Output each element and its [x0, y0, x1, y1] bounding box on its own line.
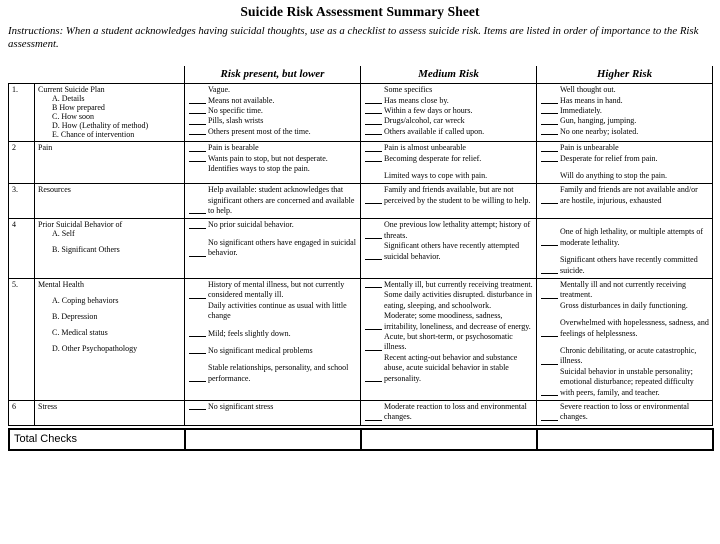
row-item-label — [35, 279, 185, 401]
item-spacer — [38, 238, 181, 245]
total-checks-label: Total Checks — [9, 429, 185, 450]
criteria-item: Some daily activities disrupted. disturbance in eating, sleeping, and schoolwork. — [384, 290, 532, 310]
criteria-item: Daily activities continue as usual with little change — [208, 300, 347, 321]
criteria-item: Gross disturbances in daily functioning. — [560, 300, 688, 310]
criteria-checkbox-item[interactable]: Pain is bearable — [188, 143, 357, 153]
criteria-list-higher — [540, 227, 709, 276]
row-item-subitem: B. Depression — [52, 312, 98, 322]
criteria-checkbox-item[interactable]: Suicidal behavior in unstable personality; emotional disturbance; repeated difficulty with peers, family, and teacher. — [540, 367, 709, 398]
table-body — [9, 66, 713, 425]
row-item-subitem: A. Self — [52, 229, 75, 239]
cell-lower — [185, 184, 361, 219]
criteria-checkbox-item[interactable]: Becoming desperate for relief. — [364, 154, 533, 164]
criteria-item: Will do anything to stop the pain. — [560, 170, 667, 180]
criteria-checkbox-item[interactable]: Mentally ill, but currently receiving treatment. — [364, 280, 533, 290]
table-row — [9, 400, 713, 425]
cell-higher — [537, 219, 713, 279]
cell-medium — [361, 184, 537, 219]
criteria-list-lower — [188, 220, 357, 258]
row-item-subitem: D. Other Psychopathology — [52, 344, 138, 354]
row-item-title: Resources — [38, 185, 71, 195]
item-spacer — [38, 337, 181, 344]
header-lower-risk: Risk present, but lower — [185, 66, 361, 84]
criteria-list-lower — [188, 85, 357, 137]
cell-medium — [361, 279, 537, 401]
criteria-checkbox-item[interactable]: No one nearby; isolated. — [540, 127, 709, 137]
total-checks-higher-input[interactable] — [537, 429, 713, 450]
criteria-checkbox-item[interactable]: Acute, but short-term, or psychosomatic illness. — [364, 332, 533, 353]
row-number: 2 — [9, 142, 35, 184]
item-spacer — [38, 289, 181, 296]
cell-higher — [537, 400, 713, 425]
total-checks-medium-input[interactable] — [361, 429, 537, 450]
criteria-checkbox-item[interactable]: History of mental illness, but not currently considered mentally ill. — [188, 280, 357, 301]
row-number: 3. — [9, 184, 35, 219]
criteria-checkbox-item[interactable]: No significant stress — [188, 402, 357, 412]
criteria-list-medium — [364, 220, 533, 262]
row-item-subitem: C. How soon — [52, 112, 95, 122]
total-checks-table — [8, 428, 714, 451]
criteria-checkbox-item[interactable]: Significant others have recently attempted suicidal behavior. — [364, 241, 533, 262]
criteria-checkbox-item[interactable]: No significant others have engaged in suicidal behavior. — [188, 238, 357, 259]
criteria-checkbox-item[interactable]: Drugs/alcohol, car wreck — [364, 116, 533, 126]
row-item-subitem: E. Chance of intervention — [52, 130, 135, 140]
criteria-checkbox-item[interactable]: Stable relationships, personality, and school performance. — [188, 363, 357, 384]
criteria-checkbox-item[interactable]: Has means close by. — [364, 96, 533, 106]
cell-higher — [537, 184, 713, 219]
cell-higher — [537, 142, 713, 184]
criteria-checkbox-item[interactable]: Pain is unbearable — [540, 143, 709, 153]
criteria-checkbox-item[interactable]: Chronic debilitating, or acute catastrophic, illness. — [540, 346, 709, 367]
cell-higher — [537, 279, 713, 401]
table-row — [9, 84, 713, 142]
criteria-item: Vague. — [208, 85, 230, 95]
instructions-text: Instructions: When a student acknowledges having suicidal thoughts, use as a checklist to assess suicide risk. Items are listed in order of importance to the Risk assessment. — [8, 24, 699, 51]
criteria-checkbox-item[interactable]: Wants pain to stop, but not desperate. — [188, 154, 357, 164]
criteria-checkbox-item[interactable]: Mild; feels slightly down. — [188, 329, 357, 339]
cell-higher — [537, 84, 713, 142]
criteria-checkbox-item[interactable]: No significant medical problems — [188, 346, 357, 356]
table-row — [9, 142, 713, 184]
criteria-checkbox-item[interactable]: One of high lethality, or multiple attempts of moderate lethality. — [540, 227, 709, 248]
row-number: 6 — [9, 400, 35, 425]
criteria-checkbox-item[interactable]: Family and friends available, but are not perceived by the student to be willing to help. — [364, 185, 533, 206]
criteria-checkbox-item[interactable]: Means not available. — [188, 96, 357, 106]
criteria-list-medium — [364, 185, 533, 206]
row-item-title: Pain — [38, 143, 53, 153]
row-item-label — [35, 184, 185, 219]
header-medium-risk: Medium Risk — [361, 66, 537, 84]
criteria-checkbox-item[interactable]: Mentally ill and not currently receiving treatment. — [540, 280, 709, 301]
criteria-checkbox-item[interactable]: Pain is almost unbearable — [364, 143, 533, 153]
criteria-list-medium — [364, 280, 533, 384]
criteria-checkbox-item[interactable]: Others present most of the time. — [188, 127, 357, 137]
criteria-checkbox-item[interactable]: Severe reaction to loss or environmental changes. — [540, 402, 709, 423]
criteria-checkbox-item[interactable]: Has means in hand. — [540, 96, 709, 106]
criteria-checkbox-item[interactable]: Overwhelmed with hopelessness, sadness, and feelings of helplessness. — [540, 318, 709, 339]
risk-assessment-table — [8, 66, 713, 426]
row-item-title: Stress — [38, 401, 58, 411]
cell-lower — [185, 279, 361, 401]
criteria-checkbox-item[interactable]: Desperate for relief from pain. — [540, 154, 709, 164]
row-item-label — [35, 400, 185, 425]
criteria-list-higher — [540, 402, 709, 423]
criteria-list-lower — [188, 402, 357, 412]
cell-medium — [361, 400, 537, 425]
table-row — [9, 219, 713, 279]
cell-lower — [185, 400, 361, 425]
criteria-list-lower — [188, 280, 357, 384]
row-item-subitem: B. Significant Others — [52, 245, 120, 255]
table-row — [9, 184, 713, 219]
criteria-item: Identifies ways to stop the pain. — [208, 163, 310, 173]
item-spacer — [38, 321, 181, 328]
cell-medium — [361, 84, 537, 142]
criteria-checkbox-item[interactable]: No prior suicidal behavior. — [188, 220, 357, 230]
criteria-checkbox-item[interactable]: Significant others have recently committed suicide. — [540, 255, 709, 276]
criteria-item: Limited ways to cope with pain. — [384, 170, 488, 180]
criteria-checkbox-item[interactable]: Within a few days or hours. — [364, 106, 533, 116]
criteria-item: Well thought out. — [560, 85, 616, 95]
row-item-title: Current Suicide Plan — [38, 85, 105, 95]
criteria-list-lower — [188, 143, 357, 174]
criteria-checkbox-item[interactable]: No specific time. — [188, 106, 357, 116]
criteria-list-medium — [364, 402, 533, 423]
criteria-checkbox-item[interactable]: One previous low lethality attempt; history of threats. — [364, 220, 533, 241]
row-item-label — [35, 219, 185, 279]
criteria-checkbox-item[interactable]: Family and friends are not available and/or are hostile, injurious, exhausted — [540, 185, 709, 206]
row-item-subitem: A. Coping behaviors — [52, 296, 119, 306]
criteria-checkbox-item[interactable]: Others available if called upon. — [364, 127, 533, 137]
criteria-checkbox-item[interactable]: Help available: student acknowledges that significant others are concerned and available to help. — [188, 185, 357, 216]
cell-medium — [361, 219, 537, 279]
cell-medium — [361, 142, 537, 184]
criteria-list-medium — [364, 143, 533, 181]
row-number: 4 — [9, 219, 35, 279]
cell-lower — [185, 142, 361, 184]
criteria-checkbox-item[interactable]: Pills, slash wrists — [188, 116, 357, 126]
header-blank — [9, 66, 185, 84]
criteria-list-higher — [540, 185, 709, 206]
criteria-list-lower — [188, 185, 357, 216]
row-item-label — [35, 84, 185, 142]
row-item-subitem: C. Medical status — [52, 328, 108, 338]
row-item-label — [35, 142, 185, 184]
cell-lower — [185, 219, 361, 279]
criteria-item: Some specifics — [384, 85, 433, 95]
total-checks-lower-input[interactable] — [185, 429, 361, 450]
total-checks-row — [9, 429, 713, 450]
document-page — [0, 4, 720, 544]
criteria-checkbox-item[interactable]: Moderate; some moodiness, sadness, irritability, loneliness, and decrease of energy. — [364, 311, 533, 332]
criteria-checkbox-item[interactable]: Recent acting-out behavior and substance abuse, acute suicidal behavior in stable personality. — [364, 353, 533, 384]
table-header-row — [9, 66, 713, 84]
row-number: 1. — [9, 84, 35, 142]
criteria-list-medium — [364, 85, 533, 137]
criteria-list-higher — [540, 143, 709, 181]
row-number: 5. — [9, 279, 35, 401]
row-item-subitem: B How prepared — [52, 103, 105, 113]
row-item-subitem: A. Details — [52, 94, 85, 104]
criteria-list-higher — [540, 280, 709, 398]
table-row — [9, 279, 713, 401]
criteria-checkbox-item[interactable]: Moderate reaction to loss and environmental changes. — [364, 402, 533, 423]
criteria-list-higher — [540, 85, 709, 137]
page-title: Suicide Risk Assessment Summary Sheet — [240, 4, 480, 19]
row-item-title: Mental Health — [38, 280, 84, 290]
row-item-title: Prior Suicidal Behavior of — [38, 220, 123, 230]
criteria-checkbox-item[interactable]: Gun, hanging, jumping. — [540, 116, 709, 126]
row-item-subitem: D. How (Lethality of method) — [52, 121, 149, 131]
cell-lower — [185, 84, 361, 142]
item-spacer — [38, 305, 181, 312]
criteria-checkbox-item[interactable]: Immediately. — [540, 106, 709, 116]
header-higher-risk: Higher Risk — [537, 66, 713, 84]
